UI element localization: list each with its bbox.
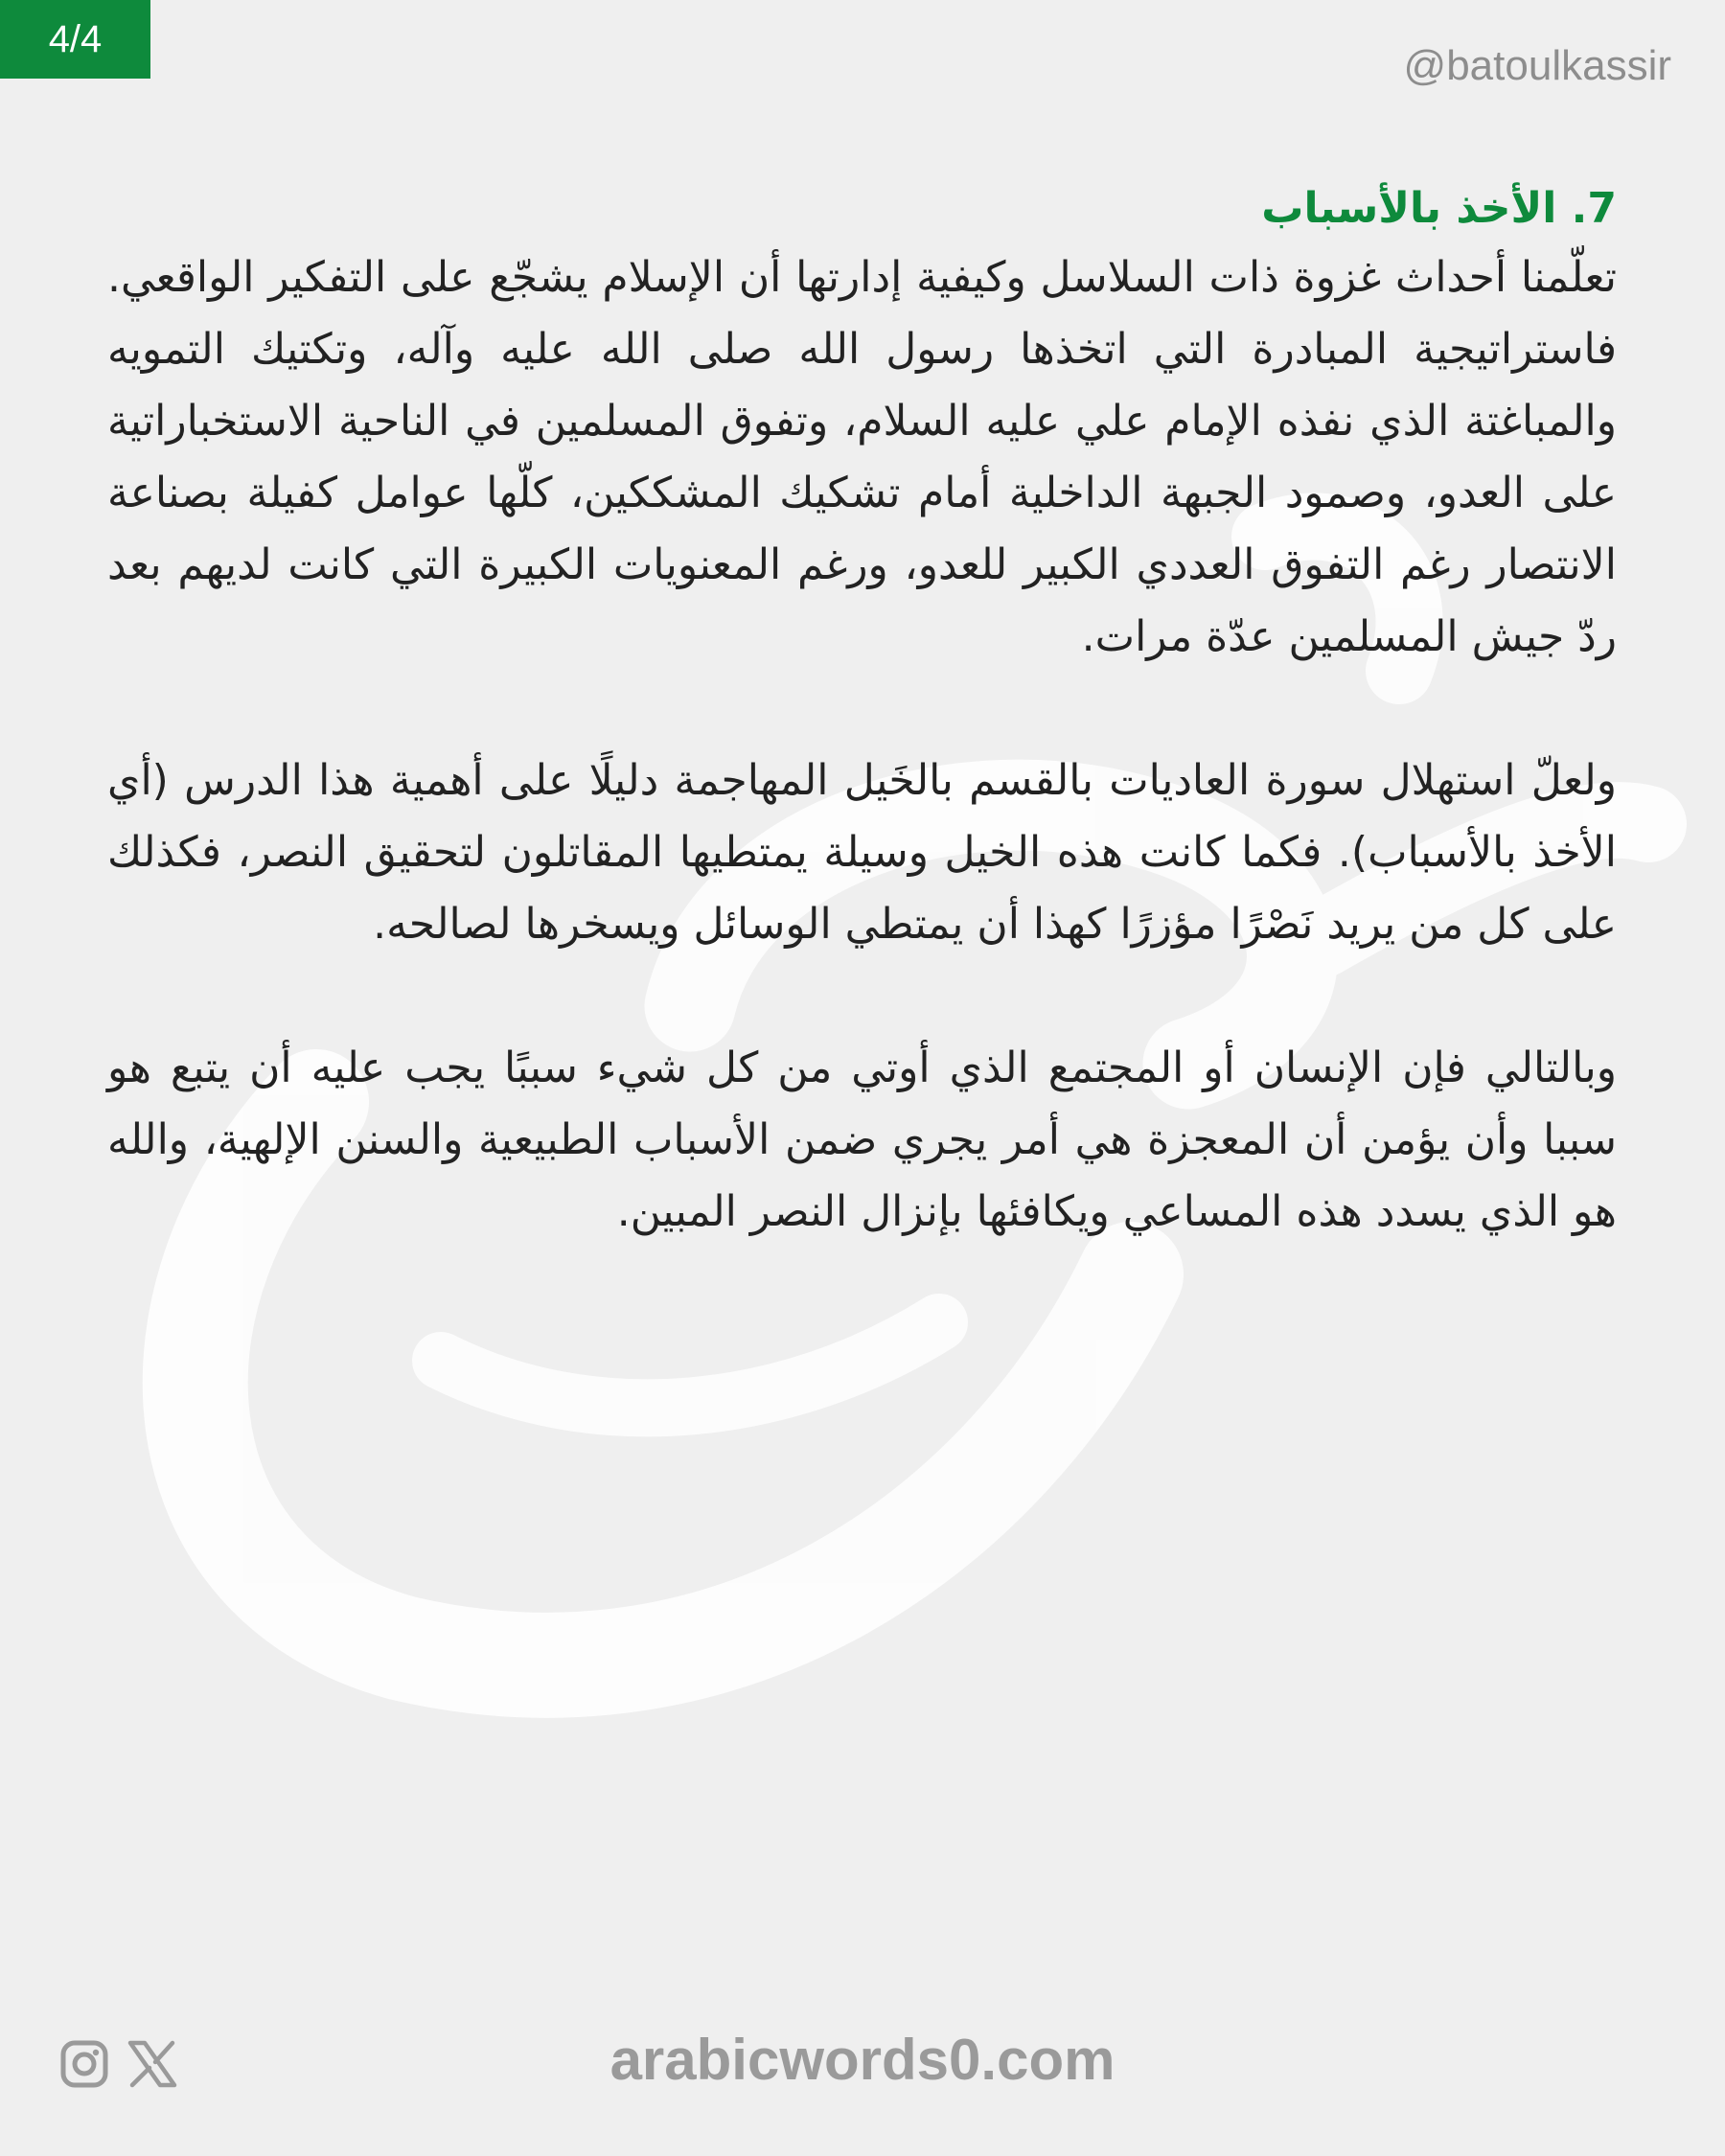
author-handle: @batoulkassir: [1403, 42, 1671, 89]
paragraph-2: ولعلّ استهلال سورة العاديات بالقسم بالخَيل المهاجمة دليلًا على أهمية هذا الدرس (أي الأخذ بالأسباب). فكما كانت هذه الخيل وسيلة يمتطيها المقاتلون لتحقيق النصر، فكذلك على كل من يريد نَصْرًا مؤزرًا كهذا أن يمتطي الوسائل ويسخرها لصالحه.: [107, 756, 1617, 949]
page-indicator-badge: 4/4: [0, 0, 150, 79]
section-title: 7. الأخذ بالأسباب: [1261, 184, 1617, 233]
paragraph-1: تعلّمنا أحداث غزوة ذات السلاسل وكيفية إدارتها أن الإسلام يشجّع على التفكير الواقعي. فاستراتيجية المبادرة التي اتخذها رسول الله صلى الله عليه وآله، وتكتيك التمويه والمباغتة الذي نفذه الإمام علي عليه السلام، وتفوق المسلمين في الناحية الاستخباراتية على العدو، وصمود الجبهة الداخلية أمام تشكيك المشككين، كلّها عوامل كفيلة بصناعة الانتصار رغم التفوق العددي الكبير للعدو، ورغم المعنويات الكبيرة التي كانت لديهم بعد ردّ جيش المسلمين عدّة مرات.: [107, 253, 1617, 661]
paragraph-3: وبالتالي فإن الإنسان أو المجتمع الذي أوتي من كل شيء سببًا يجب عليه أن يتبع هو سببا وأن يؤمن أن المعجزة هي أمر يجري ضمن الأسباب الطبيعية والسنن الإلهية، والله هو الذي يسدد هذه المساعي ويكافئها بإنزال النصر المبين.: [107, 1044, 1617, 1236]
website-link[interactable]: arabicwords0.com: [610, 2028, 1116, 2092]
article-body: [107, 176, 1617, 1319]
